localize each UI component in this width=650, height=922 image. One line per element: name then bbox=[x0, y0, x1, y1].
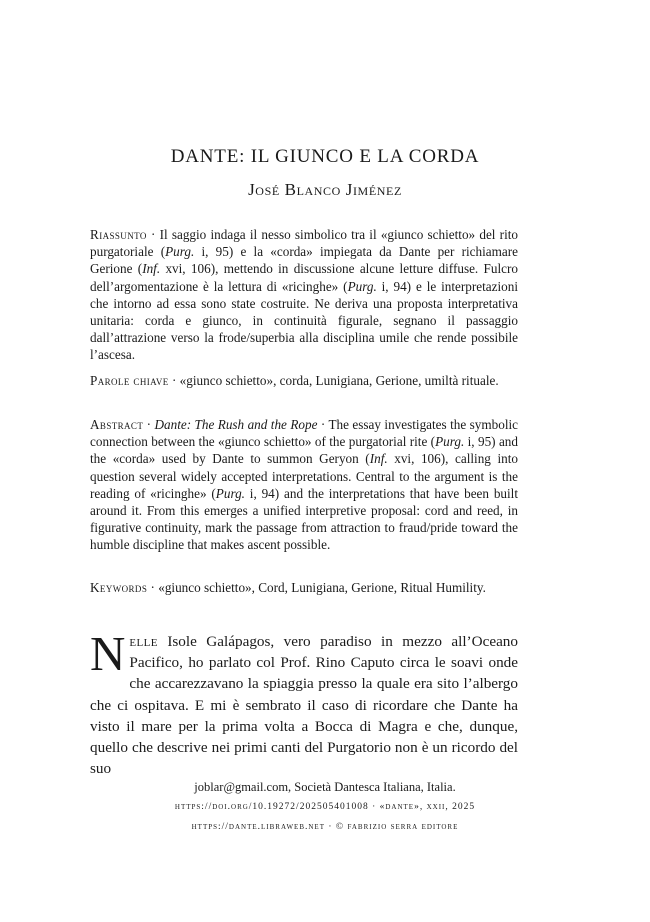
body-paragraph bbox=[90, 626, 518, 779]
riassunto-text-3: xvi, 106), mettendo in discussione alcune letture diffuse. Fulcro dell’argomentazione è la lettura di «ricinghe» ( bbox=[90, 261, 518, 294]
abstract-text-3: xvi, 106), calling into question several widely accepted interpretations. Central to the argument is the reading of «ricinghe» ( bbox=[90, 451, 518, 501]
keywords-label: Keywords bbox=[90, 580, 148, 595]
riassunto-ref-3: Purg. bbox=[347, 278, 377, 294]
doi-line: https://doi.org/10.19272/202505401008 · «dante», xxii, 2025 bbox=[174, 802, 476, 812]
abstract-ref-2: Inf. bbox=[369, 451, 388, 467]
body-text: Isole Galápagos, vero paradiso in mezzo all’Oceano Pacifico, ho parlato col Prof. Rino Caputo circa le soavi onde che accarezzavano la spiaggia presso la quale era sito l’albergo che ci ospitava. E mi è sembrato il caso di ricordare che Dante ha visto il mare per la prima volta a Bocca di Magra e che, dunque, quello che descrive nei primi canti del Purgatorio non è un ricordo del suo bbox=[90, 633, 518, 778]
abstract-separator-2: · bbox=[317, 417, 329, 432]
article-title: DANTE: IL GIUNCO E LA CORDA bbox=[170, 146, 480, 167]
keywords-text: «giunco schietto», Cord, Lunigiana, Gerione, Ritual Humility. bbox=[158, 580, 486, 595]
abstract-separator: · bbox=[143, 417, 155, 432]
drop-cap: N bbox=[90, 626, 126, 681]
abstract-ref-1: Purg. bbox=[435, 434, 465, 450]
abstract-paragraph bbox=[90, 416, 518, 554]
parole-chiave-label: Parole chiave bbox=[90, 373, 169, 388]
parole-chiave-paragraph bbox=[90, 372, 518, 389]
riassunto-ref-2: Inf. bbox=[142, 261, 161, 277]
abstract-label: Abstract bbox=[90, 417, 144, 432]
abstract-ref-3: Purg. bbox=[215, 485, 245, 501]
first-word-rest: elle bbox=[129, 633, 158, 650]
riassunto-text-1: Il saggio indaga il nesso simbolico tra il «giunco schietto» del rito purgatoriale ( bbox=[90, 227, 518, 260]
parole-chiave-text: «giunco schietto», corda, Lunigiana, Gerione, umiltà rituale. bbox=[179, 373, 499, 388]
author-affiliation: joblar@gmail.com, Società Dantesca Italiana, Italia. bbox=[194, 780, 456, 794]
riassunto-text-4: i, 94) e le interpretazioni che intorno ad essa sono state costruite. Ne deriva una proposta interpretativa unitaria: corda e giunco, in continuità figurale, segnano il passaggio dall’attrazione verso la frode/superbia alla disciplina umile che rende possibile l’ascesa. bbox=[90, 278, 518, 363]
abstract-text-2: i, 95) and the «corda» used by Dante to summon Geryon ( bbox=[90, 434, 518, 467]
abstract-english-title: Dante: The Rush and the Rope bbox=[154, 417, 318, 432]
riassunto-ref-1: Purg. bbox=[165, 244, 195, 260]
keywords-separator: · bbox=[147, 580, 159, 595]
article-author: José Blanco Jiménez bbox=[248, 180, 402, 199]
riassunto-text-2: i, 95) e la «corda» impiegata da Dante per richiamare Gerione ( bbox=[90, 244, 518, 277]
abstract-text-1: The essay investigates the symbolic connection between the «giunco schietto» of the purgatorial rite ( bbox=[90, 417, 518, 450]
riassunto-label: Riassunto bbox=[90, 227, 147, 242]
keywords-paragraph bbox=[90, 579, 518, 596]
parole-chiave-separator: · bbox=[168, 373, 180, 388]
riassunto-paragraph bbox=[90, 226, 518, 364]
abstract-text-4: i, 94) and the interpretations that have been built around it. From this emerges a unified interpretive proposal: cord and reed, in figurative continuity, mark the passage from attraction to fraud/pride toward the humble discipline that makes ascent possible. bbox=[90, 485, 518, 553]
website-line: https://dante.libraweb.net · © fabrizio serra editore bbox=[191, 822, 459, 832]
riassunto-separator: · bbox=[146, 227, 160, 242]
